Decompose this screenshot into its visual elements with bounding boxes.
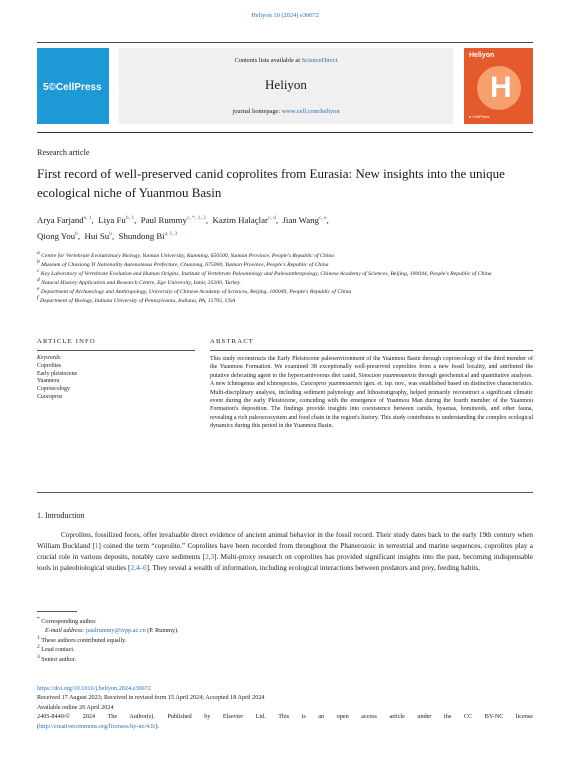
abstract-part: through geochemical and quantitative analyses. A new ichnogenus and ichnospecies,	[210, 372, 534, 388]
author[interactable]	[37, 231, 78, 241]
journal-reference: Heliyon 10 (2024) e30072	[251, 12, 319, 19]
footnote-text: Senior author.	[41, 655, 77, 663]
author-affiliation-marks: a, 1	[83, 215, 92, 222]
author-name: Arya Farjand	[37, 215, 84, 225]
footnote: $^3$ Senior author.	[37, 653, 77, 663]
license-statement: 2405-8440/© 2024 The Author(s). Published by Elsevier Ltd. This is an open access article under the CC BY-NC license	[37, 713, 533, 721]
author-name: Hui Su	[84, 231, 110, 241]
citation-link[interactable]: 1	[94, 542, 99, 551]
author-affiliation-marks: b, 1	[125, 215, 135, 222]
keyword: Coprolites	[37, 362, 62, 369]
footnote-text: Lead contact.	[41, 646, 75, 654]
abstract-heading: ABSTRACT	[210, 338, 255, 345]
citation-link[interactable]: 2,4–6	[130, 564, 147, 573]
introduction-text	[37, 530, 533, 574]
footnote: $^1$ These authors contributed equally.	[37, 634, 127, 644]
author-affiliation-marks: c, *, 1, 2	[186, 215, 206, 222]
affiliation-key: f	[37, 295, 39, 302]
affiliation	[37, 288, 533, 297]
masthead-center-box	[119, 48, 453, 124]
footnotes	[37, 617, 533, 664]
species-name: Cuocopros yuanmouensis	[300, 381, 363, 388]
cellpress-logo-text: 5©CellPress	[43, 82, 102, 93]
cellpress-logo[interactable]	[37, 48, 109, 124]
abstract-text	[210, 355, 533, 431]
author-name: Liya Fu	[98, 215, 126, 225]
abstract-part: igen. et. isp. nov., was established based on distinctive characteristics. Multi-disciplinary analysis, including sediment palynology and lithostratigraphy, helped primarily reconstruct a significant climatic event during the early Pleistocene, coinciding with the emergence of Yuanmou Man during the fourth member of the Yuanmou Formation's deposition. The findings provide insights into coexistence between canids, hyaenas, hominoids, and other fauna, revealing a rich paleoecosystem and food chain in the region's history. This study contributes to understanding the complex ecological dynamics during this period in the Yuanmou Basin.	[210, 381, 533, 430]
affiliation-text: Department of Archaeology and Anthropology, University of Chinese Academy of Sciences, Beijing, 100049, People's Republic of China	[40, 289, 352, 296]
citation-link[interactable]: 2,3	[205, 553, 215, 562]
keyword: Yuanmou	[37, 378, 60, 385]
email-link[interactable]: paulrummy@ivpp.ac.cn	[86, 627, 146, 635]
author[interactable]	[282, 215, 326, 225]
keyword: Cuocopros	[37, 393, 63, 400]
abstract-rule	[210, 350, 533, 351]
available-online-date: Available online 26 April 2024	[37, 703, 114, 711]
affiliation	[37, 279, 533, 288]
abstract-part: This study reconstructs the Early Pleistocene paleoenvironment of the Yuanmou Basin through coproecology of the third member of the Yuanmou Formation. We examined 38 exceptionally well-preserved coprolites from a new fossil locality, and attributed the putative defecating agent to the hypercarnivorous diet canid,	[210, 356, 533, 379]
journal-name: Heliyon	[265, 77, 307, 92]
affiliation-key: d	[37, 277, 40, 284]
masthead-bottom-rule	[37, 132, 533, 133]
cover-letter: H	[490, 71, 512, 104]
keyword: Early pleistocene	[37, 370, 78, 377]
author[interactable]	[141, 215, 206, 225]
affiliation	[37, 297, 533, 306]
cover-press: a CellPress	[469, 114, 490, 119]
email-label: E-mail address:	[45, 627, 87, 635]
author-list: Arya Farjand$^{a, 1}$, Liya Fu$^{b, 1}$, Paul Rummy$^{c, *, 1, 2}$, Kazim Halaçlar$^{c, d}$, Jian Wang$^{c, e}$, Qiong You$^b$, Hui Su$^b$, Shundong Bi$^{a, f, 3}$	[37, 215, 329, 241]
footnote-text: These authors contributed equally.	[41, 636, 127, 644]
homepage-prefix: journal homepage:	[232, 108, 282, 115]
affiliation-text: Natural History Application and Research Centre, Ege University, Izmir, 35100, Turkey	[41, 280, 241, 287]
footnote-rule	[37, 611, 77, 612]
affiliation	[37, 252, 533, 261]
affiliation	[37, 261, 533, 270]
species-name: Sinocuon yuanmouensis	[358, 372, 417, 379]
keywords-block	[37, 355, 195, 402]
article-info-heading: ARTICLE INFO	[37, 338, 96, 345]
affiliation-text: Centre for Vertebrate Evolutionary Biology, Yunnan University, Kunming, 650500, Yunnan Province, People's Republic of China	[41, 253, 334, 259]
sciencedirect-link[interactable]: ScienceDirect	[301, 57, 338, 64]
intro-part: Coprolites, fossilized feces, offer invaluable direct evidence of ancient animal behavior in the fossil record. Their study dates back to the early 19th century when William Buckland [	[37, 531, 533, 551]
author-affiliation-marks: c, d	[267, 215, 276, 222]
author[interactable]	[98, 215, 134, 225]
journal-masthead	[37, 42, 533, 132]
affiliation-key: b	[37, 259, 40, 266]
affiliation	[37, 270, 533, 279]
cover-title: Heliyon	[469, 52, 495, 59]
article-title: First record of well-preserved canid coprolites from Eurasia: New insights into the unique ecological niche of Yuanmou Basin	[37, 166, 505, 200]
homepage-link[interactable]: www.cell.com/heliyon	[281, 108, 340, 115]
author[interactable]	[85, 231, 112, 241]
masthead-top-rule	[37, 42, 533, 43]
author-name: Kazim Halaçlar	[212, 215, 268, 225]
license-paren-open: (	[37, 722, 40, 730]
license-paren-close: ).	[155, 722, 160, 730]
contents-prefix: Contents lists available at	[234, 57, 302, 64]
intro-part: ]. Multi-proxy research on coprolites has provided significant insights into the past, becoming indispensable tools in paleobiological studies [	[37, 553, 533, 573]
footnote: $^2$ Lead contact.	[37, 644, 75, 654]
affiliation-list	[37, 252, 533, 307]
homepage-line	[119, 108, 453, 115]
license-link[interactable]: http://creativecommons.org/licenses/by-nc/4.0/	[39, 722, 156, 730]
received-dates: Received 17 August 2023; Received in revised form 15 April 2024; Accepted 18 April 2024	[37, 694, 265, 702]
journal-cover-image[interactable]	[464, 48, 533, 124]
author-affiliation-marks: b	[75, 231, 78, 238]
author-affiliation-marks: a, f, 3	[164, 231, 178, 238]
affiliation-key: e	[37, 286, 40, 293]
author-name: Jian Wang	[282, 215, 319, 225]
article-type: Research article	[37, 148, 90, 157]
affiliation-key: a	[37, 250, 40, 257]
author-name: Paul Rummy	[140, 215, 187, 225]
contents-line	[119, 57, 453, 64]
keywords-label: Keywords:	[37, 355, 62, 361]
affiliation-text: Department of Biology, Indiana University of Pennsylvania, Indiana, PA, 15705, USA	[39, 298, 236, 305]
intro-part: ]. They reveal a wealth of information, including ecological interactions between predators and prey, feeding habits,	[146, 564, 480, 573]
abstract-bottom-rule	[37, 492, 533, 493]
keyword: Coproecology	[37, 386, 70, 393]
author-name: Qiong You	[37, 231, 76, 241]
introduction-heading: 1. Introduction	[37, 511, 85, 520]
publication-details	[37, 684, 533, 731]
author-affiliation-marks: c, e	[318, 215, 327, 222]
doi-link[interactable]: https://doi.org/10.1016/j.heliyon.2024.e30072	[37, 685, 151, 692]
author[interactable]	[37, 215, 92, 225]
author-affiliation-marks: b	[109, 231, 112, 238]
email-suffix: (P. Rummy).	[145, 627, 179, 635]
affiliation-key: c	[37, 268, 40, 275]
article-info-rule	[37, 350, 195, 351]
author-name: Shundong Bi	[118, 231, 165, 241]
author[interactable]	[212, 215, 275, 225]
footnote: * Corresponding author.	[37, 615, 97, 625]
corresponding-author-note: Corresponding author.	[41, 618, 97, 625]
footnote	[37, 626, 533, 635]
license-url-line	[37, 722, 533, 731]
intro-part: ] coined the term “coprolite.” Coprolites have been recorded from throughout the Phanerozoic in terrestrial and marine sequences, coprolites play a crucial role in various deposits, notably cave sediments [	[37, 542, 533, 562]
author[interactable]	[119, 231, 178, 241]
affiliation-text: Key Laboratory of Vertebrate Evolution and Human Origins, Institute of Vertebrate Paleontology and Paleoanthropology, Chinese Academy of Sciences, Beijing, 100044, People's Republic of China	[40, 271, 492, 278]
affiliation-text: Museum of Chuxiong Yi Nationality Autonomous Prefecture, Chuxiong, 675000, Yunnan Province, People's Republic of China	[41, 262, 329, 269]
